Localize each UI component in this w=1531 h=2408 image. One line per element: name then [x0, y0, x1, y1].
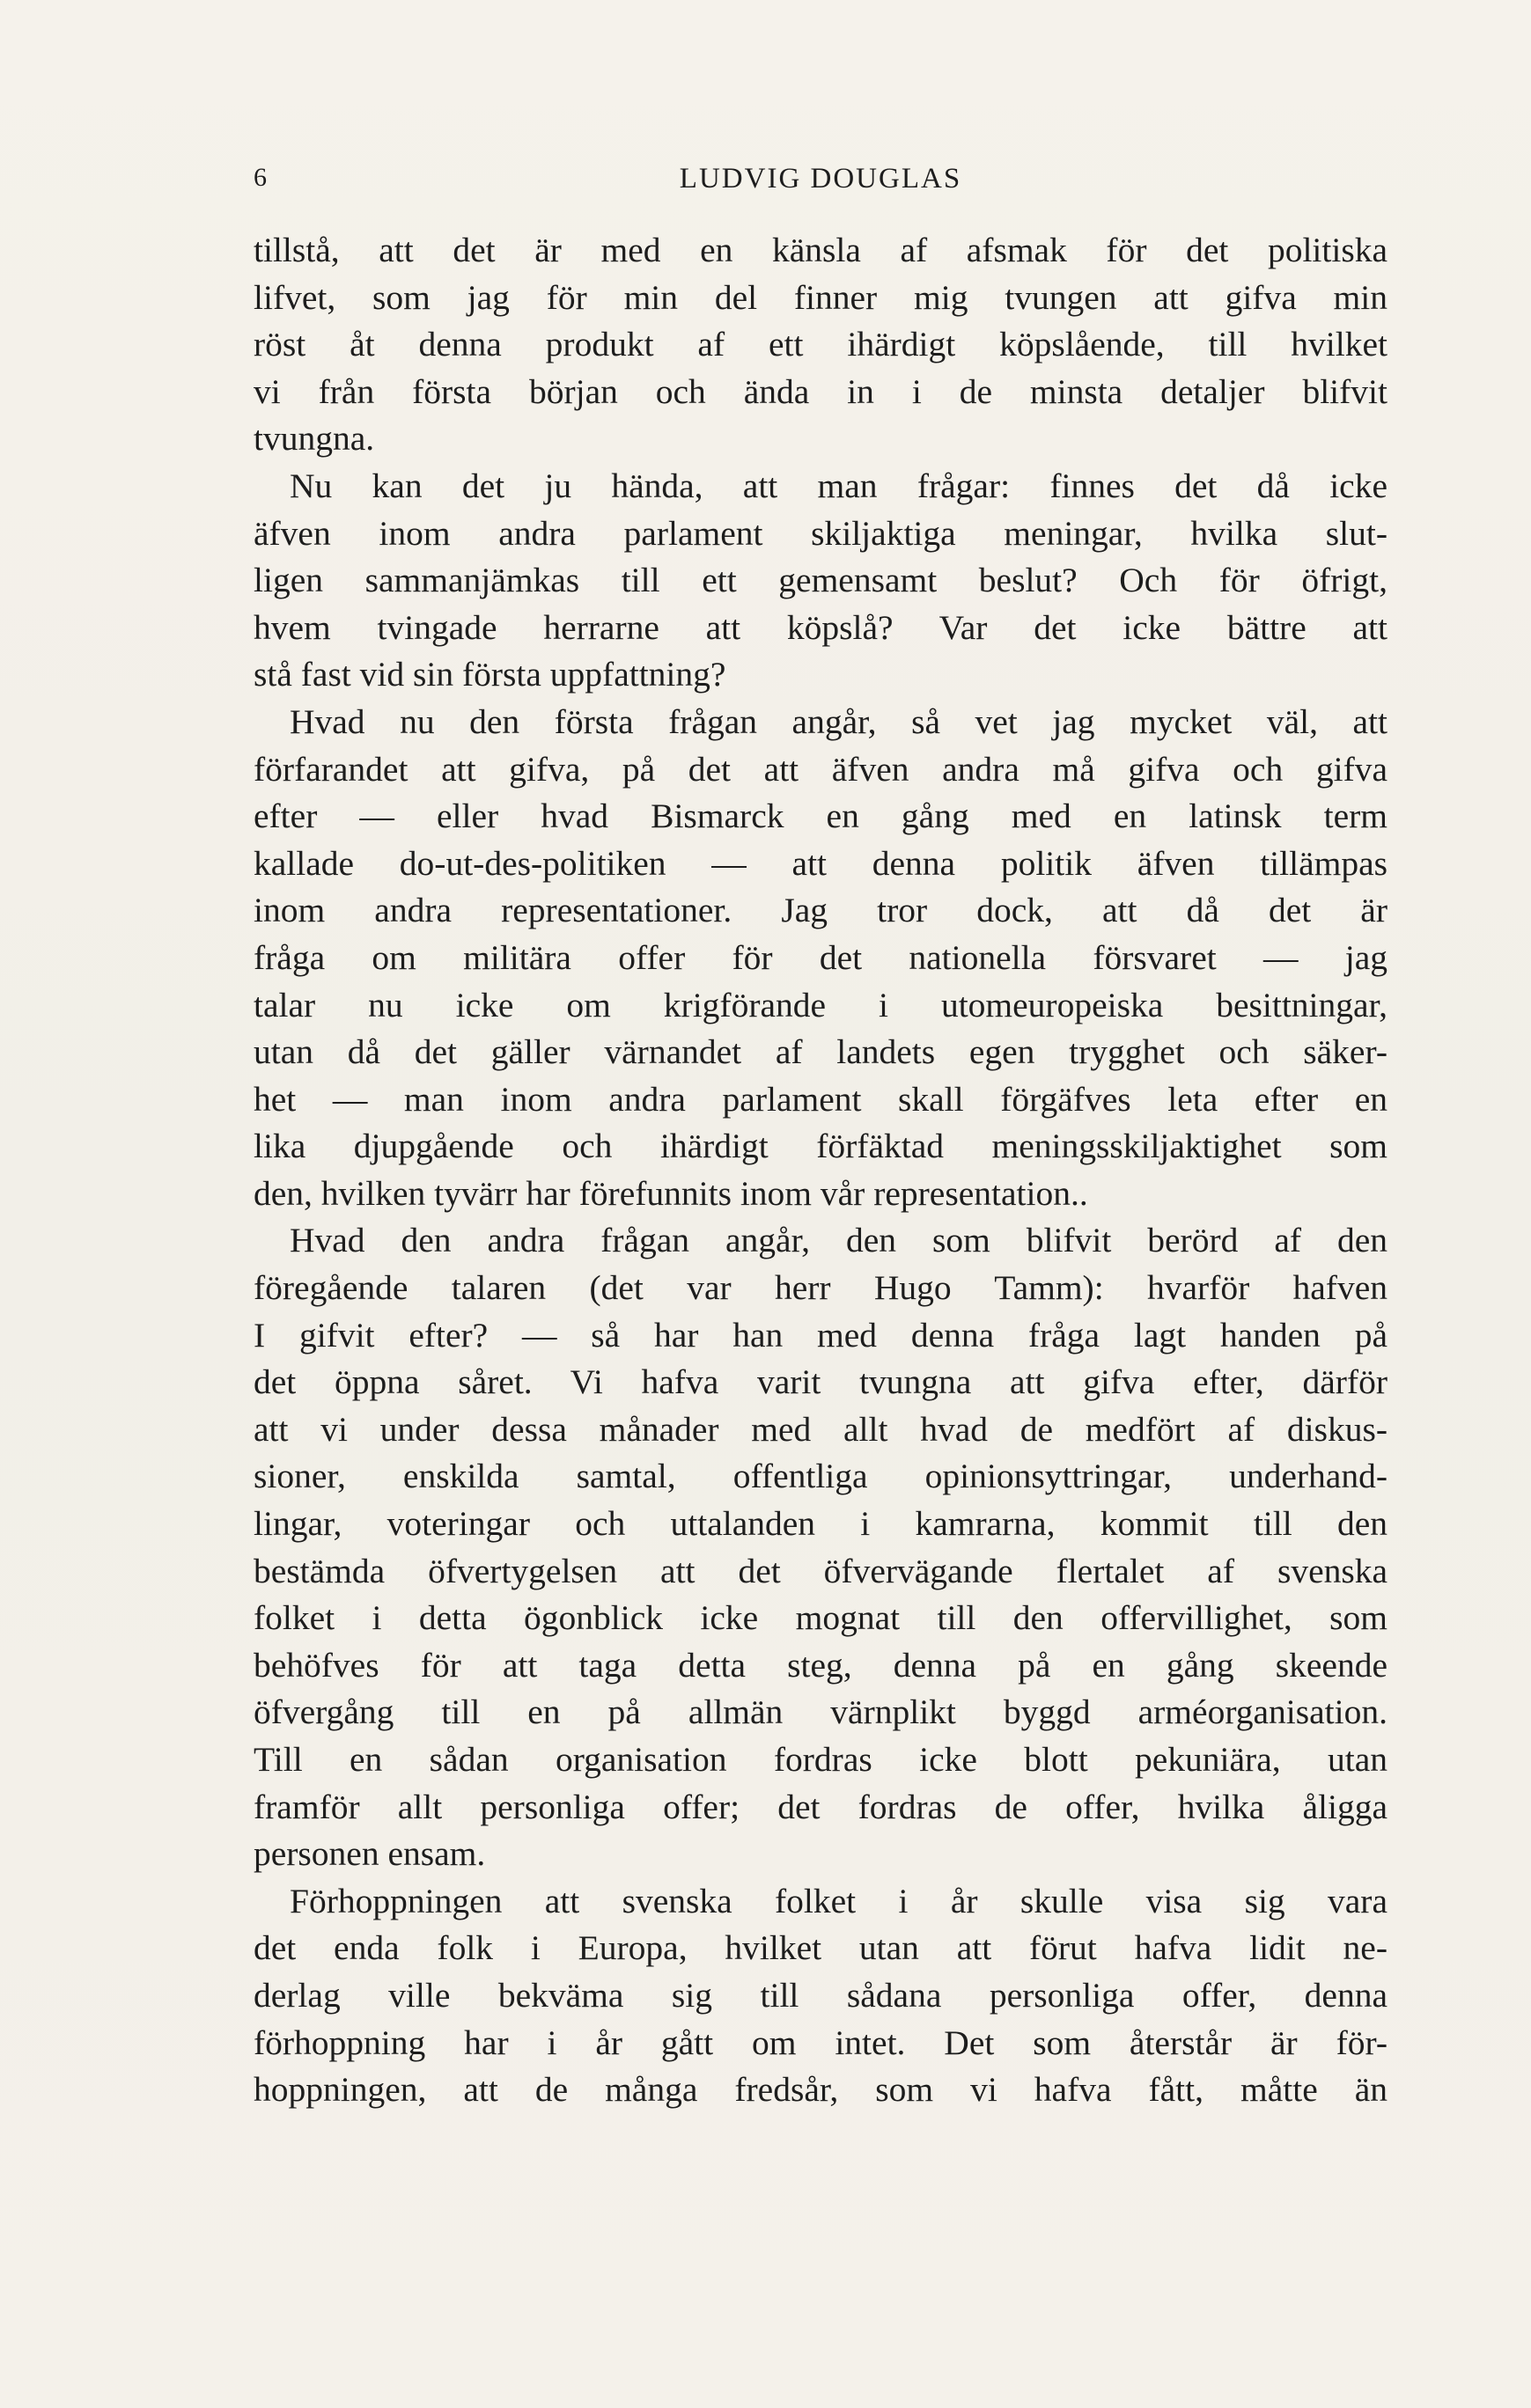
text-line: Nu kan det ju hända, att man frågar: finnes det då icke [290, 466, 1387, 505]
text-line: fråga om militära offer för det nationella försvaret — jag [254, 937, 1387, 977]
text-line: sioner, enskilda samtal, offentliga opinionsyttringar, underhand- [254, 1457, 1387, 1496]
text-line: Till en sådan organisation fordras icke blott pekuniära, utan [254, 1740, 1387, 1779]
text-line: det öppna såret. Vi hafva varit tvungna att gifva efter, därför [254, 1362, 1387, 1402]
text-line: Förhoppningen att svenska folket i år skulle visa sig vara [290, 1881, 1387, 1920]
text-line: inom andra representationer. Jag tror dock, att då det är [254, 891, 1387, 930]
text-line: hvem tvingade herrarne att köpslå? Var det icke bättre att [254, 607, 1387, 647]
text-line: tvungna. [254, 419, 375, 459]
text-line: Hvad den andra frågan angår, den som blifvit berörd af den [290, 1221, 1387, 1260]
text-line: stå fast vid sin första uppfattning? [254, 655, 726, 694]
text-line: vi från första början och ända in i de minsta detaljer blifvit [254, 371, 1387, 411]
text-line: het — man inom andra parlament skall förgäfves leta efter en [254, 1079, 1387, 1119]
text-line: äfven inom andra parlament skiljaktiga meningar, hvilka slut- [254, 513, 1387, 553]
text-line: lifvet, som jag för min del finner mig tvungen att gifva min [254, 277, 1387, 317]
text-line: folket i detta ögonblick icke mognat till den offervillighet, som [254, 1598, 1387, 1638]
text-line: öfvergång till en på allmän värnplikt byggd arméorganisation. [254, 1692, 1387, 1732]
text-line: personen ensam. [254, 1834, 486, 1874]
text-line: bestämda öfvertygelsen att det öfvervägande flertalet af svenska [254, 1551, 1387, 1590]
text-line: I gifvit efter? — så har han med denna fråga lagt handen på [254, 1315, 1387, 1354]
text-line: derlag ville bekväma sig till sådana personliga offer, denna [254, 1975, 1387, 2015]
page-header [254, 163, 1387, 207]
text-line: tillstå, att det är med en känsla af afsmak för det politiska [254, 231, 1387, 269]
text-line: det enda folk i Europa, hvilket utan att förut hafva lidit ne- [254, 1928, 1387, 1968]
text-line: framför allt personliga offer; det fordras de offer, hvilka åligga [254, 1787, 1387, 1826]
page-number: 6 [254, 163, 268, 192]
running-head: LUDVIG DOUGLAS [679, 163, 962, 195]
body-text [254, 227, 1387, 2114]
text-line: hoppningen, att de många fredsår, som vi hafva fått, måtte än [254, 2070, 1387, 2110]
text-line: behöfves för att taga detta steg, denna på en gång skeende [254, 1645, 1387, 1685]
text-line: förhoppning har i år gått om intet. Det som återstår är för- [254, 2023, 1387, 2062]
text-line: ligen sammanjämkas till ett gemensamt beslut? Och för öfrigt, [254, 561, 1387, 600]
text-line: lingar, voteringar och uttalanden i kamrarna, kommit till den [254, 1504, 1387, 1544]
text-line: att vi under dessa månader med allt hvad de medfört af diskus- [254, 1409, 1387, 1449]
text-line: kallade do-ut-des-politiken — att denna politik äfven tillämpas [254, 843, 1387, 883]
text-line: röst åt denna produkt af ett ihärdigt köpslående, till hvilket [254, 325, 1387, 364]
text-line: efter — eller hvad Bismarck en gång med en latinsk term [254, 797, 1387, 836]
text-line: föregående talaren (det var herr Hugo Tamm): hvarför hafven [254, 1268, 1387, 1308]
text-line: den, hvilken tyvärr har förefunnits inom vår representation.. [254, 1173, 1088, 1213]
text-line: utan då det gäller värnandet af landets egen trygghet och säker- [254, 1032, 1387, 1072]
text-line: Hvad nu den första frågan angår, så vet jag mycket väl, att [290, 701, 1387, 741]
text-line: lika djupgående och ihärdigt förfäktad meningsskiljaktighet som [254, 1127, 1387, 1166]
text-line: förfarandet att gifva, på det att äfven andra må gifva och gifva [254, 749, 1387, 789]
text-line: talar nu icke om krigförande i utomeuropeiska besittningar, [254, 985, 1387, 1024]
